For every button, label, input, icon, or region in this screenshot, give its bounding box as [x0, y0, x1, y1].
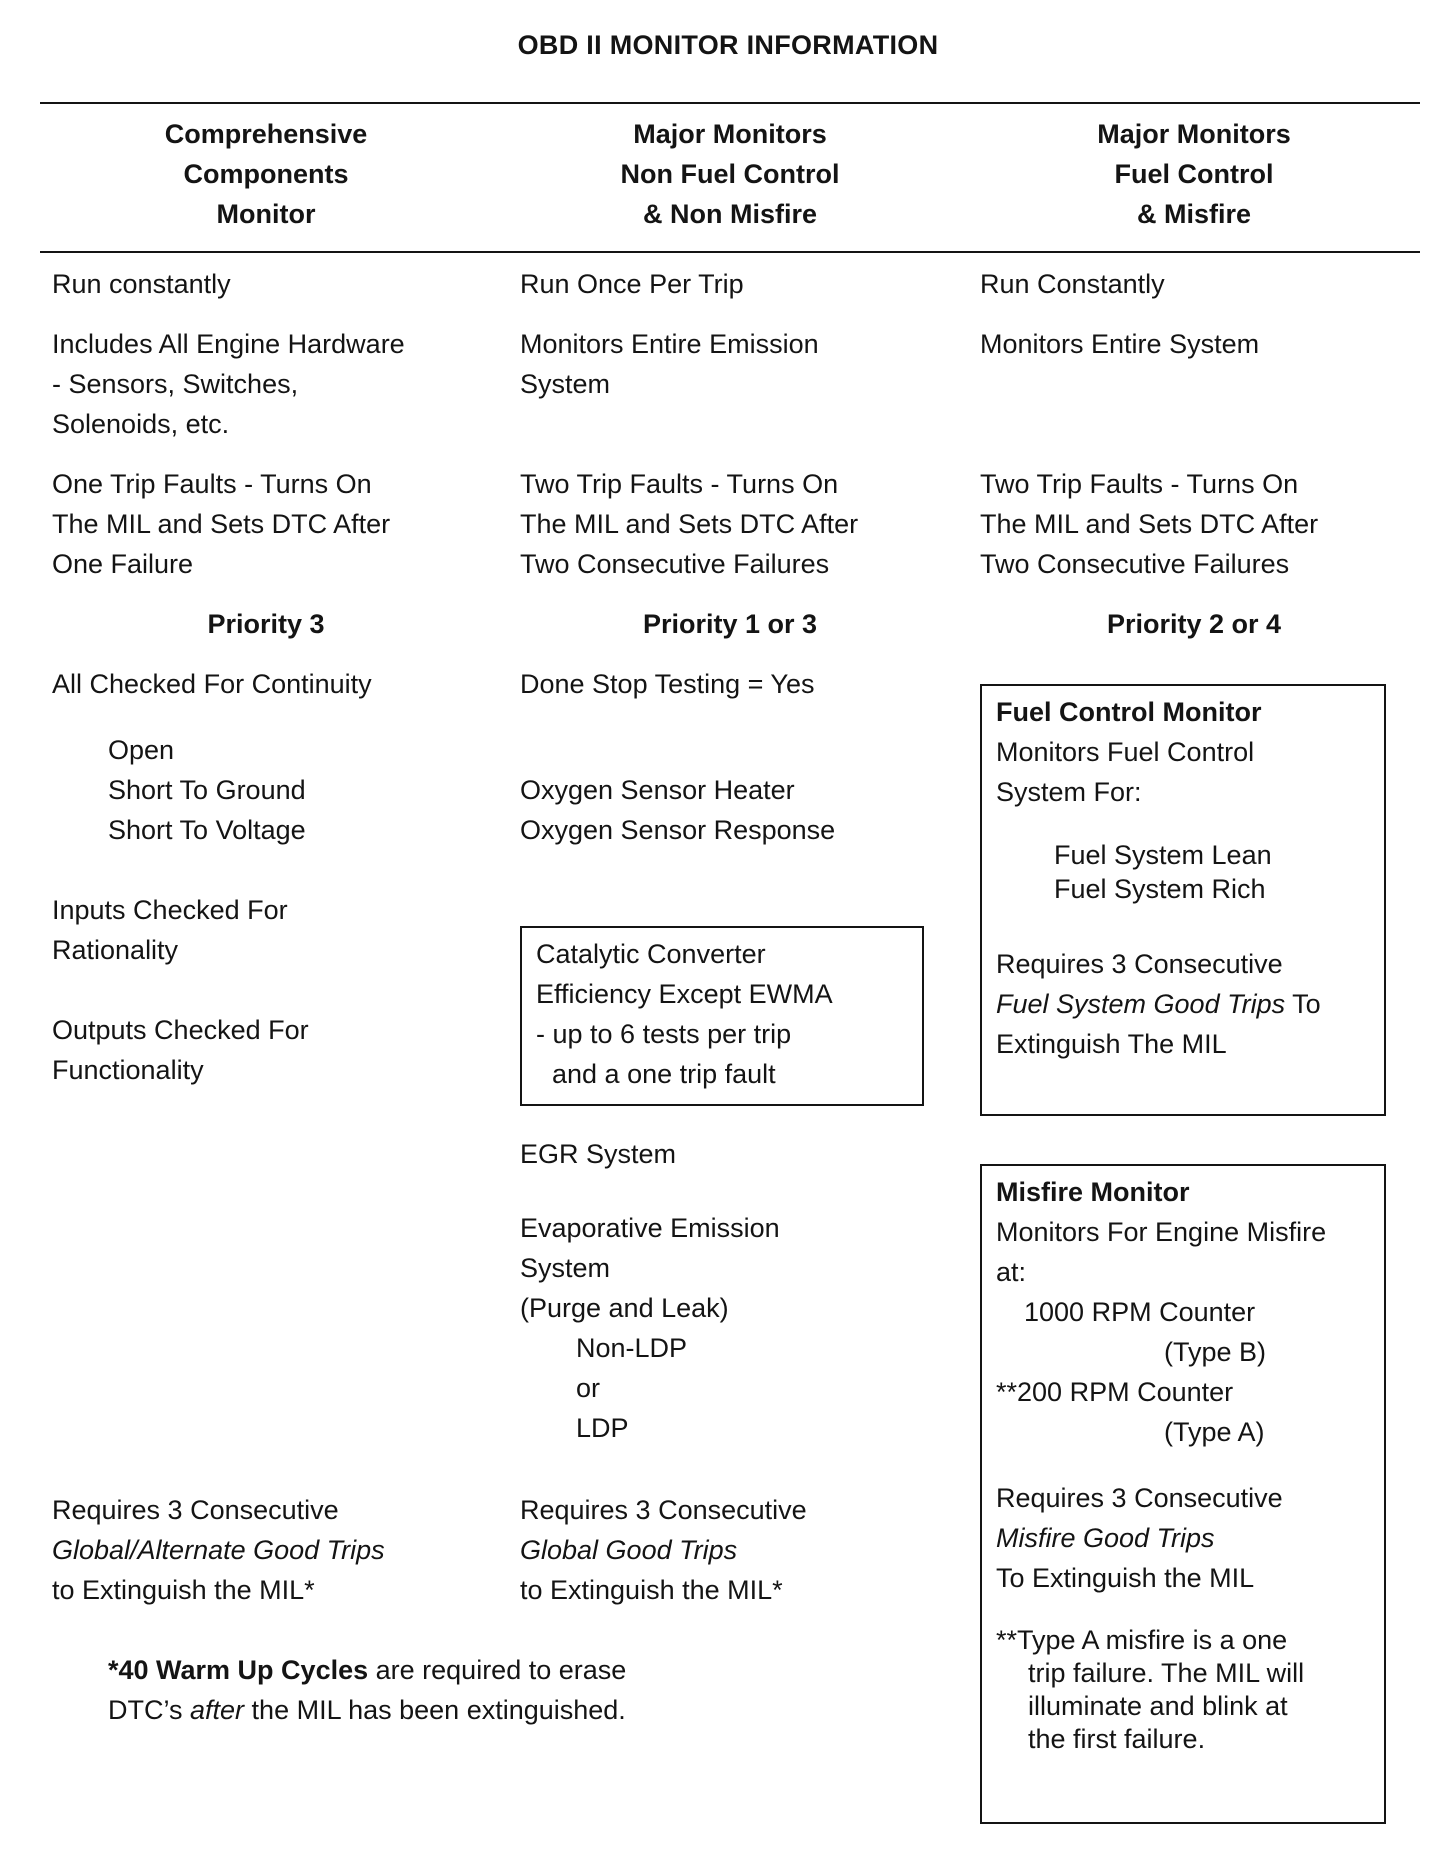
text-line: To: [1285, 989, 1321, 1019]
col3-faults: [980, 464, 1318, 584]
text-line: The MIL and Sets DTC After: [980, 509, 1319, 539]
col2-egr: EGR System: [520, 1139, 677, 1169]
text-line: the first failure.: [1028, 1724, 1206, 1754]
text-line: trip failure. The MIL will: [1028, 1658, 1305, 1688]
header-line: Comprehensive: [164, 119, 368, 149]
col2-oxygen: [520, 770, 835, 850]
text-line: (Purge and Leak): [520, 1293, 729, 1323]
text-line: Functionality: [52, 1055, 204, 1085]
page-title: OBD II MONITOR INFORMATION: [517, 30, 939, 60]
fuel-box-desc-1: Monitors Fuel Control: [996, 737, 1255, 767]
misfire-monitor-box: [980, 1164, 1386, 1824]
header-line: & Misfire: [1136, 199, 1252, 229]
text-line: and a one trip fault: [552, 1059, 776, 1089]
text-line: Global/Alternate Good Trips: [52, 1535, 385, 1565]
text-line: Two Trip Faults - Turns On: [520, 469, 839, 499]
footnote-line-1: [108, 1650, 626, 1690]
text-line: Oxygen Sensor Heater: [520, 775, 795, 805]
col1-priority: Priority 3: [207, 609, 325, 639]
text-line: Fuel System Rich: [1054, 874, 1266, 904]
col3-run: Run Constantly: [980, 269, 1165, 299]
text-line: Open: [108, 735, 175, 765]
column-header-comprehensive: [36, 114, 496, 234]
text-line: or: [576, 1373, 601, 1403]
text-line: Global Good Trips: [520, 1535, 738, 1565]
header-line: Major Monitors: [1097, 119, 1291, 149]
misfire-type-1: (Type B): [1164, 1337, 1267, 1367]
fuel-box-req-1: Requires 3 Consecutive: [996, 949, 1283, 979]
text-line: to Extinguish the MIL*: [520, 1575, 783, 1605]
col1-inputs: [52, 890, 288, 970]
footnote: [108, 1650, 626, 1730]
text-line: are required to erase: [368, 1655, 627, 1685]
text-line: Includes All Engine Hardware: [52, 329, 405, 359]
header-line: Components: [183, 159, 349, 189]
fuel-box-desc-2: System For:: [996, 777, 1142, 807]
col2-priority: Priority 1 or 3: [642, 609, 818, 639]
catalytic-converter-box: [520, 926, 924, 1106]
text-line: Efficiency Except EWMA: [536, 979, 833, 1009]
header-bottom-rule: [40, 251, 1420, 253]
header-line: Fuel Control: [1114, 159, 1274, 189]
misfire-note: [996, 1624, 1384, 1756]
col1-outputs: [52, 1010, 309, 1090]
text-line: Two Consecutive Failures: [980, 549, 1290, 579]
text-line: Two Trip Faults - Turns On: [980, 469, 1299, 499]
col2-evap: [520, 1208, 780, 1328]
text-line: the MIL has been extinguished.: [244, 1695, 626, 1725]
text-line: Monitors Entire Emission: [520, 329, 819, 359]
text-line: Short To Voltage: [108, 815, 306, 845]
text-line: System: [520, 369, 611, 399]
text-line: Rationality: [52, 935, 179, 965]
text-line: Evaporative Emission: [520, 1213, 780, 1243]
col1-run: Run constantly: [52, 269, 231, 299]
col2-faults: [520, 464, 858, 584]
col1-checks: [108, 730, 306, 850]
header-line: & Non Misfire: [642, 199, 817, 229]
col2-run: Run Once Per Trip: [520, 269, 744, 299]
col1-scope: [52, 324, 405, 444]
col2-done: Done Stop Testing = Yes: [520, 669, 815, 699]
fuel-box-title: Fuel Control Monitor: [996, 697, 1262, 727]
text-line: Fuel System Good Trips: [996, 989, 1286, 1019]
header-top-rule: [40, 102, 1420, 104]
column-header-non-fuel: [500, 114, 960, 234]
col1-requires: [52, 1490, 385, 1610]
header-line: Monitor: [216, 199, 316, 229]
text-line: Oxygen Sensor Response: [520, 815, 836, 845]
text-line: Requires 3 Consecutive: [52, 1495, 339, 1525]
column-header-fuel-misfire: [964, 114, 1424, 234]
col2-evap-options: [576, 1328, 687, 1448]
col2-scope: [520, 324, 819, 404]
col3-scope: [980, 324, 1259, 364]
col2-requires: [520, 1490, 807, 1610]
misfire-box-desc-1: Monitors For Engine Misfire: [996, 1217, 1327, 1247]
misfire-box-req-3: To Extinguish the MIL: [996, 1563, 1255, 1593]
text-line: Monitors Entire System: [980, 329, 1260, 359]
text-line: LDP: [576, 1413, 629, 1443]
text-line: Solenoids, etc.: [52, 409, 230, 439]
misfire-box-req-2: Misfire Good Trips: [996, 1523, 1215, 1553]
text-line: Short To Ground: [108, 775, 306, 805]
text-line: Two Consecutive Failures: [520, 549, 830, 579]
header-line: Major Monitors: [633, 119, 827, 149]
misfire-box-req-1: Requires 3 Consecutive: [996, 1483, 1283, 1513]
col3-priority: Priority 2 or 4: [1106, 609, 1282, 639]
misfire-box-desc-2: at:: [996, 1257, 1027, 1287]
fuel-box-req-3: Extinguish The MIL: [996, 1029, 1227, 1059]
text-line: Outputs Checked For: [52, 1015, 309, 1045]
misfire-counter-1: 1000 RPM Counter: [1024, 1297, 1256, 1327]
text-line: - up to 6 tests per trip: [536, 1019, 792, 1049]
misfire-counter-2: **200 RPM Counter: [996, 1377, 1234, 1407]
text-line: The MIL and Sets DTC After: [520, 509, 859, 539]
text-line: Requires 3 Consecutive: [520, 1495, 807, 1525]
text-line: Non-LDP: [576, 1333, 688, 1363]
text-line: Fuel System Lean: [1054, 840, 1272, 870]
misfire-type-2: (Type A): [1164, 1417, 1265, 1447]
text-line: **Type A misfire is a one: [996, 1625, 1288, 1655]
text-line: DTC’s: [108, 1695, 191, 1725]
misfire-box-title: Misfire Monitor: [996, 1177, 1190, 1207]
text-line: Catalytic Converter: [536, 939, 766, 969]
footnote-line-2: [108, 1690, 626, 1730]
text-line: Inputs Checked For: [52, 895, 288, 925]
text-line: to Extinguish the MIL*: [52, 1575, 315, 1605]
col1-check-title: All Checked For Continuity: [52, 669, 372, 699]
text-line: The MIL and Sets DTC After: [52, 509, 391, 539]
text-line: illuminate and blink at: [1028, 1691, 1288, 1721]
text-line: System: [520, 1253, 611, 1283]
header-line: Non Fuel Control: [620, 159, 840, 189]
col1-faults: [52, 464, 390, 584]
text-line: after: [190, 1695, 245, 1725]
fuel-box-items: [996, 838, 1384, 906]
text-line: One Trip Faults - Turns On: [52, 469, 372, 499]
fuel-control-monitor-box: [980, 684, 1386, 1116]
text-line: One Failure: [52, 549, 194, 579]
text-line: - Sensors, Switches,: [52, 369, 299, 399]
fuel-box-req-2: [996, 984, 1384, 1024]
text-line: *40 Warm Up Cycles: [108, 1655, 369, 1685]
